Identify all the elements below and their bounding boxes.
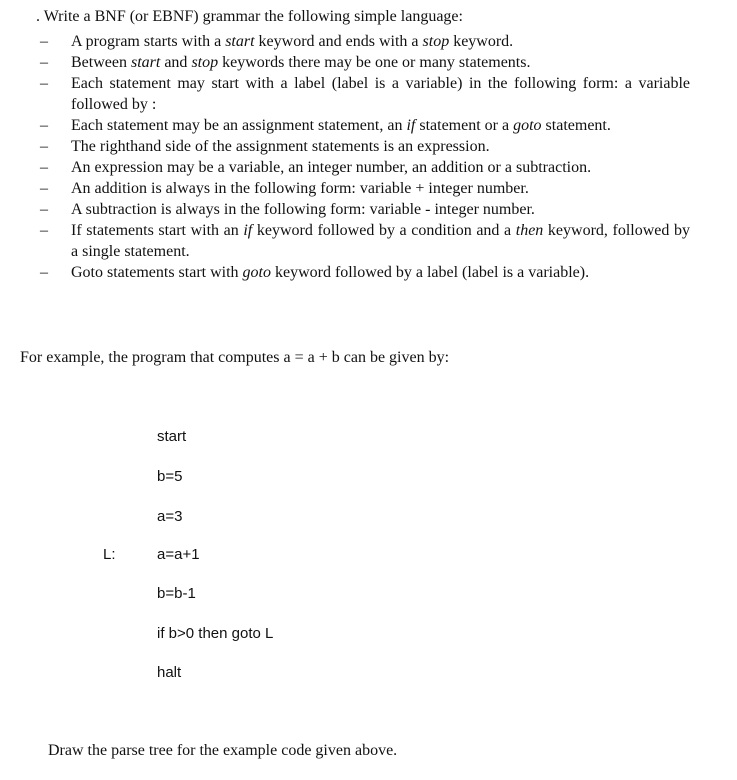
rule-text-run: statement or a bbox=[415, 117, 514, 134]
rule-text-run: statement. bbox=[541, 117, 611, 134]
rule-item bbox=[40, 157, 690, 178]
rule-text bbox=[71, 73, 690, 115]
task-instruction: Draw the parse tree for the example code given above. bbox=[48, 742, 398, 759]
rule-text-run: The righthand side of the assignment statements is an expression. bbox=[71, 138, 490, 155]
rule-text-run: keywords there may be one or many statements. bbox=[218, 54, 531, 71]
rule-item bbox=[40, 262, 690, 283]
grammar-rules-list bbox=[40, 31, 690, 283]
bullet-dash: – bbox=[40, 201, 48, 218]
keyword-text: goto bbox=[513, 117, 542, 134]
rule-item bbox=[40, 178, 690, 199]
rule-text-run: Each statement may start with a label (label is a variable) in the following form: a variable followed by : bbox=[71, 75, 690, 113]
bullet-dash: – bbox=[40, 138, 48, 155]
rule-item bbox=[40, 199, 690, 220]
rule-text bbox=[71, 157, 690, 178]
bullet-dash: – bbox=[40, 33, 48, 50]
rule-text-run: If statements start with an bbox=[71, 222, 244, 239]
question-heading: . Write a BNF (or EBNF) grammar the following simple language: bbox=[36, 8, 463, 25]
rule-text-run: keyword followed by a label (label is a variable). bbox=[270, 264, 590, 281]
rule-text bbox=[71, 262, 690, 283]
rule-text bbox=[71, 199, 690, 220]
code-line: start bbox=[157, 428, 187, 445]
keyword-text: stop bbox=[191, 54, 219, 71]
rule-text bbox=[71, 52, 690, 73]
keyword-text: start bbox=[225, 33, 255, 50]
rule-text-run: Each statement may be an assignment statement, an bbox=[71, 117, 407, 134]
keyword-text: stop bbox=[422, 33, 450, 50]
rule-item bbox=[40, 220, 690, 262]
keyword-text: if bbox=[243, 222, 253, 239]
bullet-dash: – bbox=[40, 75, 48, 92]
example-intro: For example, the program that computes a = a + b can be given by: bbox=[20, 349, 450, 366]
bullet-dash: – bbox=[40, 54, 48, 71]
rule-text-run: keyword. bbox=[449, 33, 514, 50]
bullet-dash: – bbox=[40, 222, 48, 239]
rule-text bbox=[71, 115, 690, 136]
rule-text bbox=[71, 31, 690, 52]
keyword-text: then bbox=[515, 222, 544, 239]
rule-text-run: An expression may be a variable, an integer number, an addition or a subtraction. bbox=[71, 159, 592, 176]
rule-text-run: A subtraction is always in the following form: variable - integer number. bbox=[71, 201, 535, 218]
bullet-dash: – bbox=[40, 264, 48, 281]
code-line: if b>0 then goto L bbox=[157, 625, 274, 642]
rule-text-run: keyword, followed by a single statement. bbox=[71, 222, 690, 260]
rule-item bbox=[40, 52, 690, 73]
rule-item bbox=[40, 31, 690, 52]
rule-item bbox=[40, 136, 690, 157]
bullet-dash: – bbox=[40, 159, 48, 176]
keyword-text: goto bbox=[242, 264, 271, 281]
rule-text-run: and bbox=[160, 54, 192, 71]
code-line: a=a+1 bbox=[157, 546, 200, 563]
bullet-dash: – bbox=[40, 117, 48, 134]
code-label: L: bbox=[103, 546, 116, 563]
keyword-text: if bbox=[406, 117, 416, 134]
rule-item bbox=[40, 115, 690, 136]
code-line: b=5 bbox=[157, 468, 183, 485]
rule-text bbox=[71, 178, 690, 199]
rule-text-run: keyword followed by a condition and a bbox=[252, 222, 516, 239]
rule-text-run: An addition is always in the following form: variable + integer number. bbox=[71, 180, 529, 197]
rule-text-run: keyword and ends with a bbox=[254, 33, 423, 50]
rule-text-run: Between bbox=[71, 54, 131, 71]
keyword-text: start bbox=[130, 54, 161, 71]
code-line: b=b-1 bbox=[157, 585, 196, 602]
code-line: a=3 bbox=[157, 508, 183, 525]
rule-text-run: Goto statements start with bbox=[71, 264, 243, 281]
rule-text bbox=[71, 136, 690, 157]
bullet-dash: – bbox=[40, 180, 48, 197]
rule-text-run: A program starts with a bbox=[71, 33, 226, 50]
code-line: halt bbox=[157, 664, 182, 681]
rule-item bbox=[40, 73, 690, 115]
rule-text bbox=[71, 220, 690, 262]
